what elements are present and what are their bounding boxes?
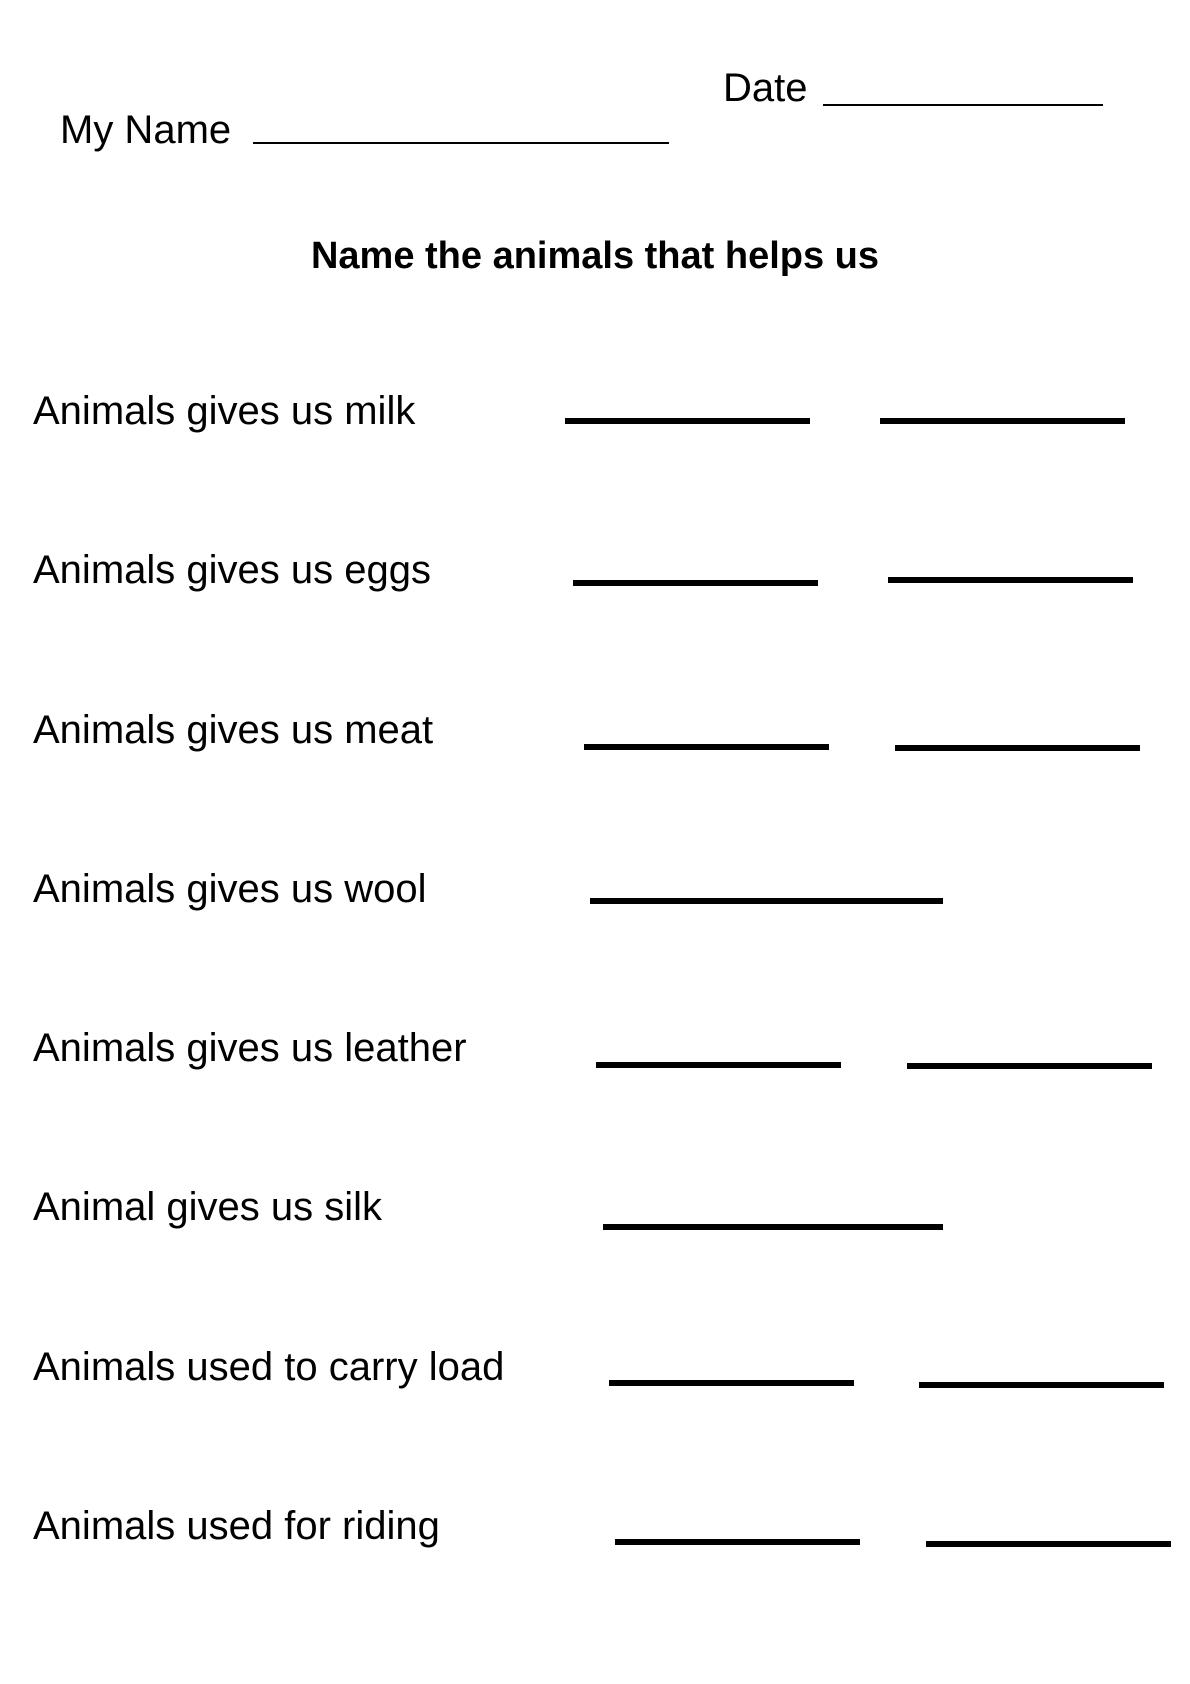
name-label: My Name — [60, 108, 232, 152]
name-field[interactable] — [253, 142, 669, 144]
date-label: Date — [723, 66, 808, 110]
question-label-milk: Animals gives us milk — [33, 389, 416, 433]
answer-blank-leather-2[interactable] — [907, 1063, 1152, 1069]
question-label-wool: Animals gives us wool — [33, 867, 427, 911]
question-label-eggs: Animals gives us eggs — [33, 548, 431, 592]
answer-blank-eggs-2[interactable] — [888, 577, 1133, 583]
answer-blank-meat-2[interactable] — [895, 745, 1140, 751]
worksheet-title: Name the animals that helps us — [310, 235, 880, 277]
answer-blank-riding-1[interactable] — [615, 1539, 860, 1545]
question-label-meat: Animals gives us meat — [33, 708, 434, 752]
answer-blank-meat-1[interactable] — [584, 744, 829, 750]
question-label-leather: Animals gives us leather — [33, 1026, 467, 1070]
answer-blank-milk-2[interactable] — [880, 418, 1125, 424]
question-label-silk: Animal gives us silk — [33, 1185, 383, 1229]
answer-blank-riding-2[interactable] — [926, 1541, 1171, 1547]
date-field[interactable] — [823, 104, 1103, 106]
answer-blank-eggs-1[interactable] — [573, 580, 818, 586]
answer-blank-silk-1[interactable] — [603, 1224, 943, 1230]
answer-blank-carry-load-1[interactable] — [609, 1380, 854, 1386]
answer-blank-carry-load-2[interactable] — [919, 1382, 1164, 1388]
question-label-riding: Animals used for riding — [33, 1504, 440, 1548]
question-label-carry-load: Animals used to carry load — [33, 1345, 505, 1389]
answer-blank-milk-1[interactable] — [565, 418, 810, 424]
answer-blank-wool-1[interactable] — [590, 898, 943, 904]
answer-blank-leather-1[interactable] — [596, 1062, 841, 1068]
